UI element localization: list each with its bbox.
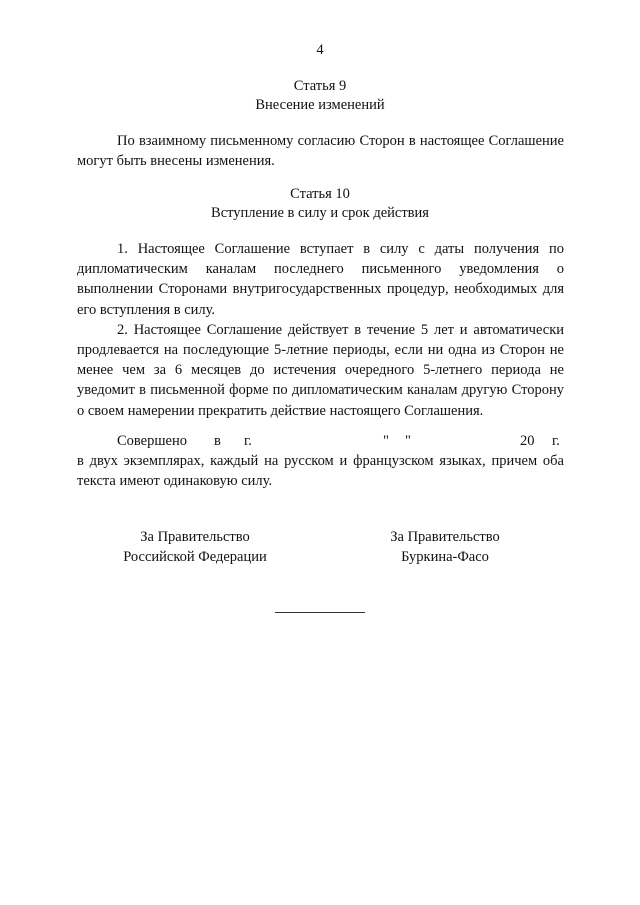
done-word: Совершено <box>117 433 187 449</box>
article-9-heading: Статья 9 <box>293 78 347 94</box>
done-quote-close: " <box>405 433 411 449</box>
done-in: в <box>214 433 221 449</box>
article-10-heading: Статья 10 <box>290 186 350 202</box>
article-10-paragraph-1: 1. Настоящее Соглашение вступает в силу с даты получения по дипломатическим каналам последнего письменного уведомления о выполнении Сторонами внутригосударственных процедур, необходимых для его вступления в силу. <box>77 241 564 318</box>
signature-left-line-1: За Правительство <box>140 529 250 545</box>
article-10-title: Вступление в силу и срок действия <box>211 205 429 221</box>
done-year-suffix: г. <box>552 433 560 449</box>
done-text <box>77 451 564 491</box>
end-rule <box>275 612 365 613</box>
done-city: г. <box>244 433 252 449</box>
article-9-header <box>0 77 640 115</box>
article-10-header <box>0 185 640 223</box>
done-at-line <box>77 431 564 451</box>
signature-right-line-1: За Правительство <box>390 529 500 545</box>
page-number: 4 <box>316 42 324 58</box>
article-9-paragraph: По взаимному письменному согласию Сторон в настоящее Соглашение могут быть внесены изменения. <box>77 133 564 170</box>
signature-left-line-2: Российской Федерации <box>123 549 267 565</box>
article-9-body <box>77 131 564 171</box>
article-9-title: Внесение изменений <box>255 97 385 113</box>
article-10-body <box>77 239 564 421</box>
signature-block-burkina-faso <box>355 527 535 567</box>
done-paragraph: в двух экземплярах, каждый на русском и французском языках, причем оба текста имеют одинаковую силу. <box>77 453 564 490</box>
signature-right-line-2: Буркина-Фасо <box>401 549 489 565</box>
done-quote-open: " <box>383 433 389 449</box>
article-10-paragraph-2: 2. Настоящее Соглашение действует в течение 5 лет и автоматически продлевается на последующие 5-летние периоды, если ни одна из Сторон не менее чем за 6 месяцев до истечения очередного 5-летнего периода не уведомит в письменной форме по дипломатическим каналам другую Сторону о своем намерении прекратить действие настоящего Соглашения. <box>77 321 564 419</box>
done-year: 20 <box>520 433 535 449</box>
signature-block-russia <box>105 527 285 567</box>
